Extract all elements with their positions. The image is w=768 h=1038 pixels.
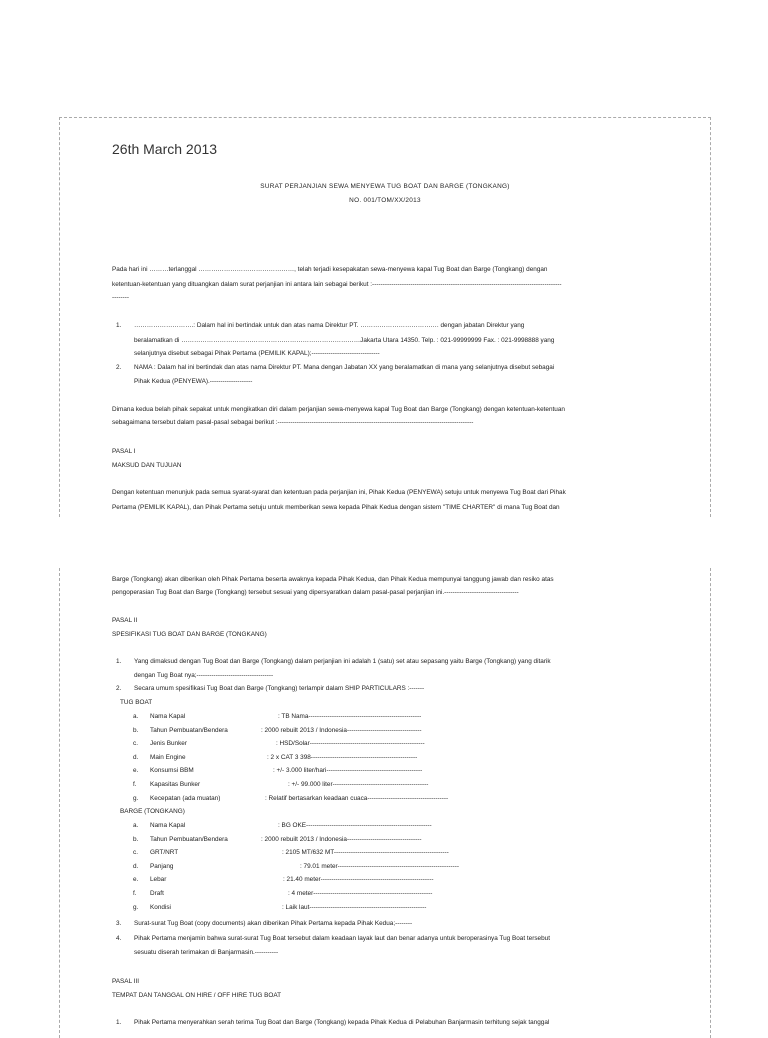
barge-spec-value: : BG OKE----------------------------------------------------------- [278,822,432,829]
tug-boat-spec-value: : +/- 3.000 liter/hari--------------------------------------------- [273,767,423,775]
tug-boat-spec-value: : Relatif bertasarkan keadaan cuaca-------------------------------------- [265,794,449,802]
barge-spec-label: GRT/NRT [150,849,179,857]
spec-item-4-line-1: Pihak Pertama menjamin bahwa surat-surat Tug Boat tersebut dalam keadaan layak laut dan benar adanya untuk beroperasinya Tug Boat tersebut [134,935,550,942]
barge-spec-label: Draft [150,890,164,897]
pasal-1-title: MAKSUD DAN TUJUAN [112,462,182,469]
party-1-number: 1. [116,322,122,329]
spec-item-2-line-1: Secara umum spesifikasi Tug Boat dan Barge (Tongkang) terlampir dalam SHIP PARTICULARS :------- [134,685,425,692]
barge-spec-value: : Laik laut------------------------------------------------------- [282,903,427,911]
agreement-number: NO. 001/TOM/XX/2013 [349,197,421,204]
barge-spec-letter: f. [133,890,137,897]
tug-boat-spec-label: Jenis Bunker [150,740,187,748]
document-page-2 [59,568,711,1038]
tug-boat-spec-value: : TB Nama----------------------------------------------------- [278,713,422,720]
barge-spec-label: Tahun Pembuatan/Bendera [150,835,228,843]
agreement-line-2: sebagaimana tersebut dalam pasal-pasal sebagai berikut :-------------------------------------------------------------------------------------------- [112,419,474,426]
spec-item-1-line-1: Yang dimaksud dengan Tug Boat dan Barge (Tongkang) dalam perjanjian ini adalah 1 (satu) set atau sepasang yaitu Barge (Tongkang) yang ditarik [134,658,551,665]
party-2-line-2: Pihak Kedua (PENYEWA).-------------------- [134,378,253,385]
pasal-1-line-1: Dengan ketentuan menunjuk pada semua syarat-syarat dan ketentuan pada perjanjian ini, Pihak Kedua (PENYEWA) setuju untuk menyewa Tug Boat dari Pihak [112,489,566,496]
barge-spec-value: : 4 meter-------------------------------------------------------- [288,890,433,897]
spec-item-3-line-1: Surat-surat Tug Boat (copy documents) akan diberikan Pihak Pertama kepada Pihak Kedua;-------- [134,920,413,927]
spec-item-3-number: 3. [116,920,122,927]
barge-spec-value: : 2105 MT/632 MT------------------------------------------------------ [282,849,449,857]
tug-boat-spec-letter: f. [133,781,137,788]
barge-spec-letter: b. [133,835,139,843]
barge-spec-letter: g. [133,903,139,911]
party-2-line-1: NAMA : Dalam hal ini bertindak dan atas nama Direktur PT. Mana dengan Jabatan XX yang beralamatkan di mana yang selanjutnya disebut sebagai [134,364,555,371]
document-date: 26th March 2013 [112,141,218,157]
party-1-line-1: ……………………….: Dalam hal ini bertindak untuk dan atas nama Direktur PT. ………………………………. dengan jabatan Direktur yang [134,322,525,329]
party-2-number: 2. [116,364,122,371]
tug-boat-spec-letter: d. [133,753,139,761]
spec-item-4-line-2: sesuatu diserah terimakan di Banjarmasin.----------- [134,949,279,956]
pasal-1-line-2: Pertama (PEMILIK KAPAL), dan Pihak Pertama setuju untuk memberikan sewa kepada Pihak Kedua dengan sistem "TIME CHARTER" di mana Tug Boat dan [112,504,560,511]
tug-boat-spec-label: Nama Kapal [150,713,186,720]
tug-boat-spec-letter: e. [133,767,139,775]
barge-spec-letter: e. [133,876,139,884]
barge-spec-label: Lebar [150,876,167,884]
barge-spec-label: Kondisi [150,903,171,911]
tug-boat-spec-letter: b. [133,726,139,734]
spec-item-1-number: 1. [116,658,122,665]
intro-line-2: ketentuan-ketentuan yang dituangkan dalam surat perjanjian ini antara lain sebagai berikut :----------------------------------------------------------------------------------------- [112,281,562,288]
barge-spec-label: Nama Kapal [150,822,186,829]
pasal-3-heading: PASAL III [112,978,139,985]
tug-boat-spec-label: Tahun Pembuatan/Bendera [150,726,228,734]
tug-boat-title: TUG BOAT [120,699,153,706]
tug-boat-spec-value: : +/- 99.000 liter--------------------------------------------- [288,781,429,788]
pasal-3-title: TEMPAT DAN TANGGAL ON HIRE / OFF HIRE TUG BOAT [112,992,282,999]
spec-item-1-line-2: dengan Tug Boat nya;------------------------------------ [134,672,274,679]
document-page-1 [59,117,711,517]
party-1-line-2: beralamatkan di …………………………………………………………………………Jakarta Utara 14350. Telp. : 021-99999999 Fax. : 021-9998888 yang [134,337,555,344]
pasal-2-title: SPESIFIKASI TUG BOAT DAN BARGE (TONGKANG) [112,631,267,638]
barge-spec-value: : 2000 rebuilt 2013 / Indonesia----------------------------------- [261,835,422,843]
spec-item-2-number: 2. [116,685,122,692]
pasal-1-heading: PASAL I [112,448,136,455]
barge-spec-letter: c. [133,849,138,857]
party-1-line-3: selanjutnya disebut sebagai Pihak Pertama (PEMILIK KAPAL);-------------------------------- [134,350,380,357]
continuation-line-1: Barge (Tongkang) akan diberikan oleh Pihak Pertama beserta awaknya kepada Pihak Kedua, dan Pihak Kedua mempunyai tanggung jawab dan resiko atas [112,576,554,583]
barge-spec-letter: d. [133,862,139,870]
barge-spec-letter: a. [133,822,139,829]
tug-boat-spec-value: : 2 x CAT 3 398-------------------------------------------------- [267,753,418,761]
barge-title: BARGE (TONGKANG) [120,808,185,815]
tug-boat-spec-value: : 2000 rebuilt 2013 / Indonesia----------------------------------- [261,726,422,734]
tug-boat-spec-value: : HSD/Solar------------------------------------------------------ [276,740,425,748]
continuation-line-2: pengoperasian Tug Boat dan Barge (Tongkang) tersebut sesuai yang dipersyaratkan dalam pasal-pasal perjanjian ini.----------------------------------- [112,589,519,596]
barge-spec-value: : 21.40 meter----------------------------------------------------- [283,876,434,884]
spec-item-4-number: 4. [116,935,122,942]
tug-boat-spec-label: Konsumsi BBM [150,767,194,775]
intro-line-3: -------- [112,294,130,301]
pasal-2-heading: PASAL II [112,617,138,624]
tug-boat-spec-letter: a. [133,713,139,720]
tug-boat-spec-label: Kecepatan (ada muatan) [150,794,221,802]
tug-boat-spec-label: Kapasitas Bunker [150,781,201,788]
agreement-title: SURAT PERJANJIAN SEWA MENYEWA TUG BOAT DAN BARGE (TONGKANG) [260,183,510,190]
pasal-3-item-1-line-1: Pihak Pertama menyerahkan serah terima Tug Boat dan Barge (Tongkang) kepada Pihak Kedua di Pelabuhan Banjarmasin terhitung sejak tanggal [134,1019,550,1026]
barge-spec-label: Panjang [150,862,174,870]
barge-spec-value: : 79.01 meter--------------------------------------------------------- [300,862,459,870]
pasal-3-item-1-number: 1. [116,1019,122,1026]
tug-boat-spec-letter: c. [133,740,138,748]
intro-line-1: Pada hari ini ………terlanggal ………………………………………, telah terjadi kesepakatan sewa-menyewa kapal Tug Boat dan Barge (Tongkang) dengan [112,266,548,273]
tug-boat-spec-letter: g. [133,794,139,802]
agreement-line-1: Dimana kedua belah pihak sepakat untuk mengikatkan diri dalam perjanjian sewa-menyewa kapal Tug Boat dan Barge (Tongkang) dengan ketentuan-ketentuan [112,406,565,413]
tug-boat-spec-label: Main Engine [150,753,186,761]
